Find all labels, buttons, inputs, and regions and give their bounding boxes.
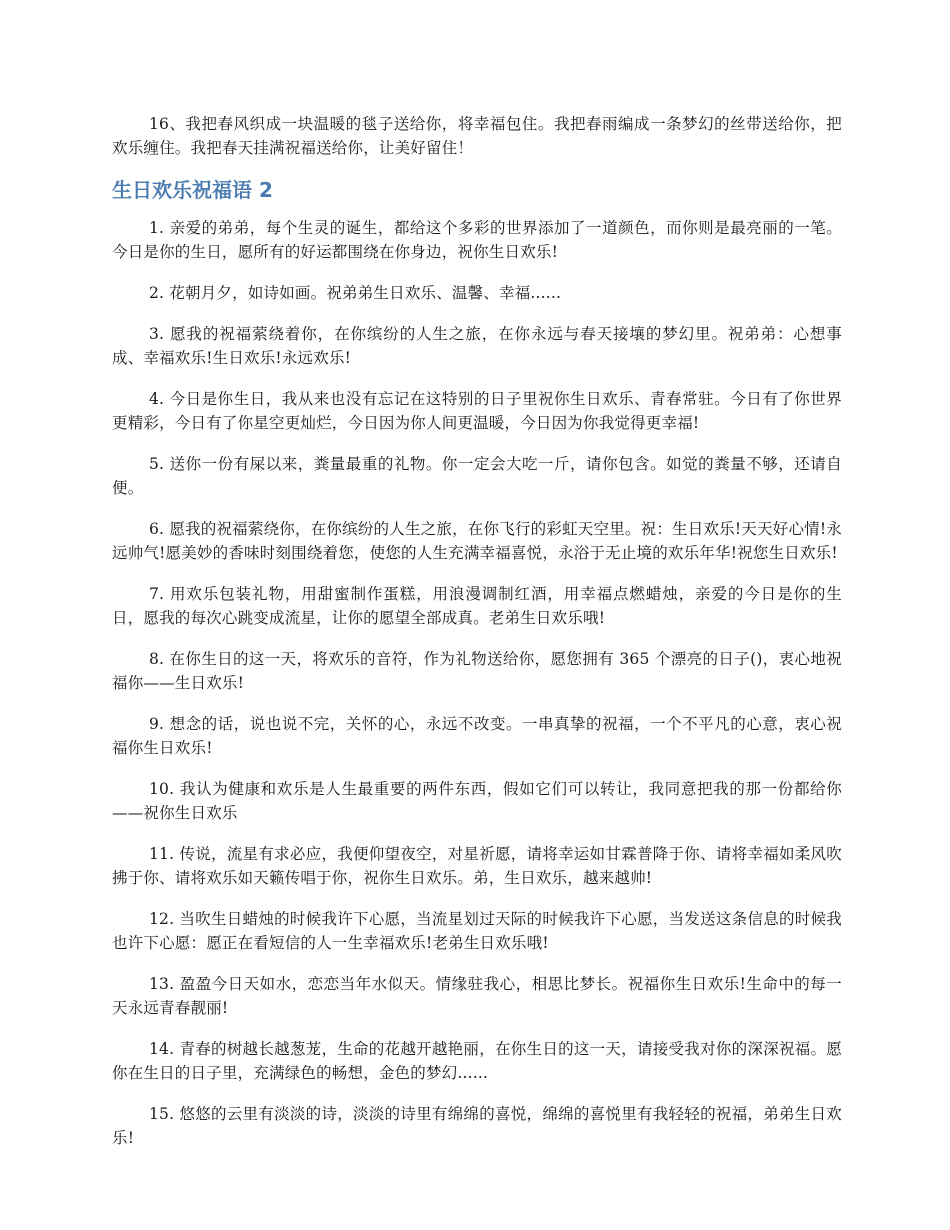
wish-item-13: 13. 盈盈今日天如水，恋恋当年水似天。情缘驻我心，相思比梦长。祝福你生日欢乐!生命中的每一天永远青春靓丽! [112,975,842,1017]
wish-item-5: 5. 送你一份有屎以来，粪量最重的礼物。你一定会大吃一斤，请你包含。如觉的粪量不够，还请自便。 [112,455,842,497]
wish-item-10: 10. 我认为健康和欢乐是人生最重要的两件东西，假如它们可以转让，我同意把我的那一份都给你——祝你生日欢乐 [112,780,842,822]
intro-paragraph: 16、我把春风织成一块温暖的毯子送给你，将幸福包住。我把春雨编成一条梦幻的丝带送给你，把欢乐缠住。我把春天挂满祝福送给你，让美好留住！ [112,115,842,157]
wish-item-14: 14. 青春的树越长越葱茏，生命的花越开越艳丽，在你生日的这一天，请接受我对你的深深祝福。愿你在生日的日子里，充满绿色的畅想，金色的梦幻...... [112,1040,842,1082]
wish-item-12: 12. 当吹生日蜡烛的时候我许下心愿，当流星划过天际的时候我许下心愿，当发送这条信息的时候我也许下心愿：愿正在看短信的人一生幸福欢乐!老弟生日欢乐哦! [112,910,842,952]
wish-item-6: 6. 愿我的祝福萦绕你，在你缤纷的人生之旅，在你飞行的彩虹天空里。祝：生日欢乐!天天好心情!永远帅气!愿美妙的香味时刻围绕着您，使您的人生充满幸福喜悦，永浴于无止境的欢乐年华!祝您生日欢乐! [112,520,842,562]
section-heading: 生日欢乐祝福语 2 [112,178,273,202]
wish-item-1: 1. 亲爱的弟弟，每个生灵的诞生，都给这个多彩的世界添加了一道颜色，而你则是最亮丽的一笔。今日是你的生日，愿所有的好运都围绕在你身边，祝你生日欢乐! [112,219,842,261]
wish-item-9: 9. 想念的话，说也说不完，关怀的心，永远不改变。一串真挚的祝福，一个不平凡的心意，衷心祝福你生日欢乐! [112,715,842,757]
wish-item-11: 11. 传说，流星有求必应，我便仰望夜空，对星祈愿，请将幸运如甘霖普降于你、请将幸福如柔风吹拂于你、请将欢乐如天籁传唱于你，祝你生日欢乐。弟，生日欢乐，越来越帅! [112,845,842,887]
wish-item-4: 4. 今日是你生日，我从来也没有忘记在这特别的日子里祝你生日欢乐、青春常驻。今日有了你世界更精彩，今日有了你星空更灿烂，今日因为你人间更温暖，今日因为你我觉得更幸福! [112,390,842,432]
wish-item-8: 8. 在你生日的这一天，将欢乐的音符，作为礼物送给你，愿您拥有 365 个漂亮的日子()，衷心地祝福你——生日欢乐! [112,650,842,692]
wish-item-3: 3. 愿我的祝福萦绕着你，在你缤纷的人生之旅，在你永远与春天接壤的梦幻里。祝弟弟：心想事成、幸福欢乐!生日欢乐!永远欢乐! [112,325,842,367]
wish-item-2: 2. 花朝月夕，如诗如画。祝弟弟生日欢乐、温馨、幸福...... [149,284,562,302]
wish-item-7: 7. 用欢乐包装礼物，用甜蜜制作蛋糕，用浪漫调制红酒，用幸福点燃蜡烛，亲爱的今日是你的生日，愿我的每次心跳变成流星，让你的愿望全部成真。老弟生日欢乐哦! [112,585,842,627]
wish-item-15: 15. 悠悠的云里有淡淡的诗，淡淡的诗里有绵绵的喜悦，绵绵的喜悦里有我轻轻的祝福，弟弟生日欢乐! [112,1105,842,1147]
document-page [112,112,842,1167]
